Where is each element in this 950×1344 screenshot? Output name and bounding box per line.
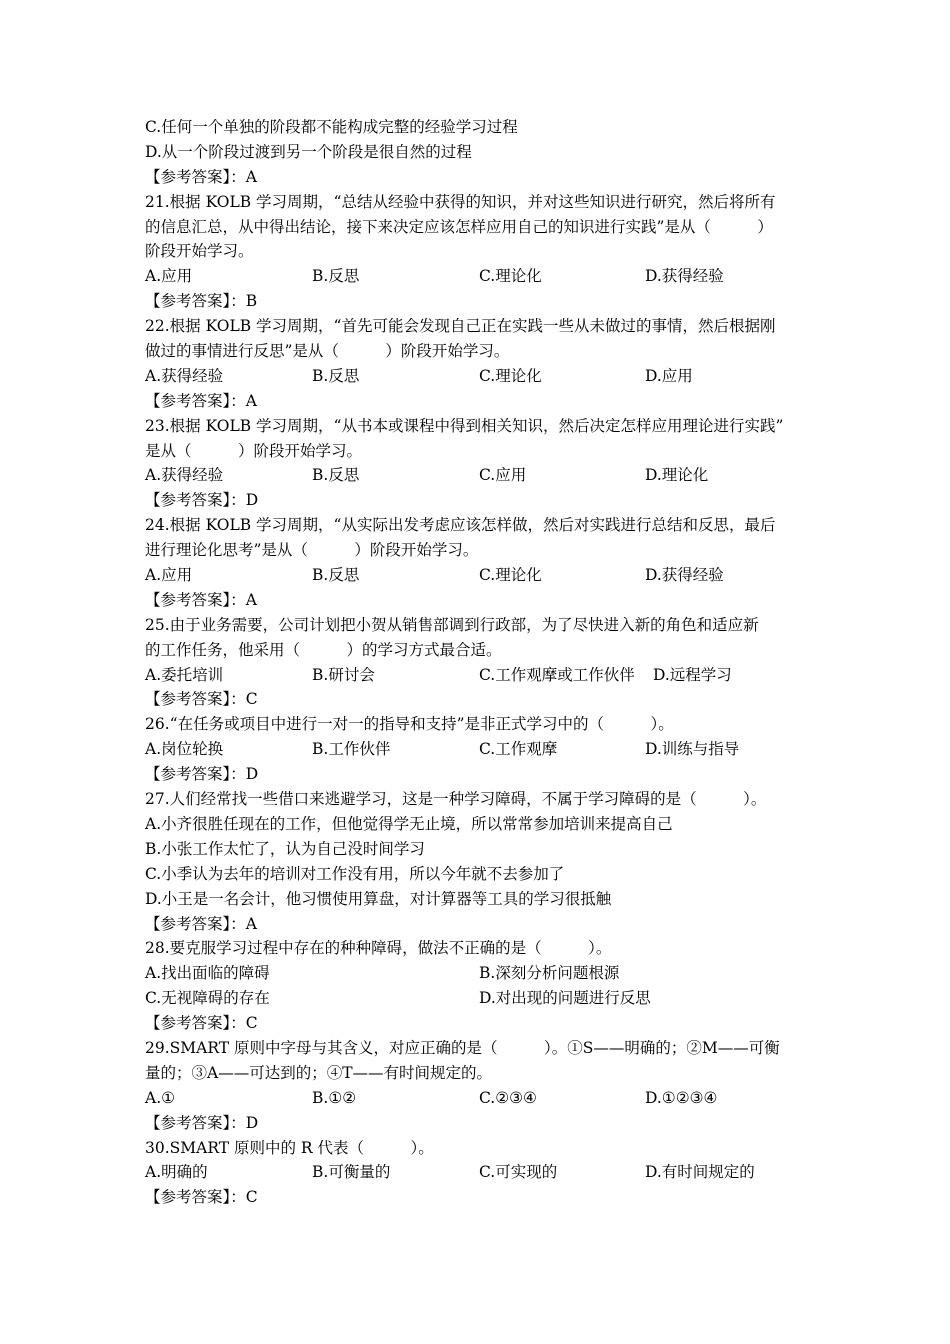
- q26-option-c: C.工作观摩: [479, 740, 558, 759]
- q23-answer: 【参考答案】：D: [145, 491, 259, 510]
- q29-option-b: B.①②: [312, 1088, 357, 1107]
- q23-stem-line2: 是从（ ）阶段开始学习。: [145, 441, 363, 460]
- q29-stem-line1: 29.SMART 原则中字母与其含义，对应正确的是（ ）。①S——明确的；②M——可衡: [145, 1038, 780, 1057]
- q27-option-a: A.小齐很胜任现在的工作，但他觉得学无止境，所以常常参加培训来提高自己: [145, 814, 673, 833]
- q27-option-d: D.小王是一名会计，他习惯使用算盘，对计算器等工具的学习很抵触: [145, 889, 612, 908]
- q26-option-a: A.岗位轮换: [145, 740, 224, 759]
- q24-options: [145, 563, 815, 588]
- document-page: [145, 115, 815, 1210]
- q28-options-row2: [145, 986, 815, 1011]
- q23-option-a: A.获得经验: [145, 466, 224, 485]
- q29-options: [145, 1086, 815, 1111]
- q30-option-a: A.明确的: [145, 1163, 208, 1182]
- q30-stem-line1: 30.SMART 原则中的 R 代表（ ）。: [145, 1138, 434, 1157]
- q25-options: [145, 663, 815, 688]
- q21-answer: 【参考答案】：B: [145, 292, 258, 311]
- q28-option-b: B.深刻分析问题根源: [479, 964, 620, 983]
- q29-stem-line2: 量的；③A——可达到的；④T——有时间规定的。: [145, 1063, 493, 1082]
- q22-options: [145, 364, 815, 389]
- q22-stem-line1: 22.根据 KOLB 学习周期，“首先可能会发现自己正在实践一些从未做过的事情，然后根据刚: [145, 317, 776, 336]
- q30-option-c: C.可实现的: [479, 1163, 558, 1182]
- q25-stem-line1: 25.由于业务需要，公司计划把小贺从销售部调到行政部，为了尽快进入新的角色和适应新: [145, 615, 759, 634]
- q28-stem-line1: 28.要克服学习过程中存在的种种障碍，做法不正确的是（ ）。: [145, 939, 612, 958]
- q28-option-a: A.找出面临的障碍: [145, 964, 270, 983]
- lead-answer: 【参考答案】：A: [145, 167, 257, 186]
- q29-option-d: D.①②③④: [645, 1088, 718, 1107]
- q29-option-c: C.②③④: [479, 1088, 537, 1107]
- q24-stem-line1: 24.根据 KOLB 学习周期，“从实际出发考虑应该怎样做，然后对实践进行总结和反思，最后: [145, 516, 776, 535]
- q24-stem-line2: 进行理论化思考”是从（ ）阶段开始学习。: [145, 541, 479, 560]
- lead-option-d: D.从一个阶段过渡到另一个阶段是很自然的过程: [145, 142, 472, 161]
- q25-option-a: A.委托培训: [145, 665, 224, 684]
- q28-option-d: D.对出现的问题进行反思: [479, 989, 651, 1008]
- q21-options: [145, 264, 815, 289]
- q21-stem-line2: 的信息汇总，从中得出结论，接下来决定应该怎样应用自己的知识进行实践”是从（ ）: [145, 217, 773, 236]
- q25-option-b: B.研讨会: [312, 665, 375, 684]
- q23-option-b: B.反思: [312, 466, 360, 485]
- q27-answer: 【参考答案】：A: [145, 914, 257, 933]
- q26-answer: 【参考答案】：D: [145, 765, 259, 784]
- q29-answer: 【参考答案】：D: [145, 1113, 259, 1132]
- q28-options-row1: [145, 961, 815, 986]
- q25-answer: 【参考答案】：C: [145, 690, 258, 709]
- q21-option-d: D.获得经验: [645, 267, 724, 286]
- q21-option-b: B.反思: [312, 267, 360, 286]
- q29-option-a: A.①: [145, 1088, 176, 1107]
- q23-option-c: C.应用: [479, 466, 527, 485]
- q22-option-c: C.理论化: [479, 366, 542, 385]
- q30-answer: 【参考答案】：C: [145, 1188, 258, 1207]
- q22-option-d: D.应用: [645, 366, 693, 385]
- q22-option-a: A.获得经验: [145, 366, 224, 385]
- q22-answer: 【参考答案】：A: [145, 391, 257, 410]
- q24-option-a: A.应用: [145, 566, 193, 585]
- q21-stem-line3: 阶段开始学习。: [145, 242, 254, 261]
- q30-option-b: B.可衡量的: [312, 1163, 391, 1182]
- q21-option-c: C.理论化: [479, 267, 542, 286]
- q24-answer: 【参考答案】：A: [145, 590, 257, 609]
- q23-option-d: D.理论化: [645, 466, 709, 485]
- q26-option-b: B.工作伙伴: [312, 740, 391, 759]
- q24-option-d: D.获得经验: [645, 566, 724, 585]
- q21-option-a: A.应用: [145, 267, 193, 286]
- q27-option-b: B.小张工作太忙了，认为自己没时间学习: [145, 839, 425, 858]
- q22-option-b: B.反思: [312, 366, 360, 385]
- q25-stem-line2: 的工作任务，他采用（ ）的学习方式最合适。: [145, 640, 502, 659]
- q26-stem-line1: 26.“在任务或项目中进行一对一的指导和支持”是非正式学习中的（ ）。: [145, 715, 674, 734]
- q26-option-d: D.训练与指导: [645, 740, 740, 759]
- q23-options: [145, 463, 815, 488]
- q23-stem-line1: 23.根据 KOLB 学习周期，“从书本或课程中得到相关知识，然后决定怎样应用理论进行实践”: [145, 416, 784, 435]
- q21-stem-line1: 21.根据 KOLB 学习周期，“总结从经验中获得的知识，并对这些知识进行研究，然后将所有: [145, 192, 776, 211]
- q26-options: [145, 737, 815, 762]
- lead-option-c: C.任何一个单独的阶段都不能构成完整的经验学习过程: [145, 118, 518, 136]
- q22-stem-line2: 做过的事情进行反思”是从（ ）阶段开始学习。: [145, 342, 510, 361]
- q25-option-d: D.远程学习: [653, 665, 732, 684]
- q24-option-b: B.反思: [312, 566, 360, 585]
- q24-option-c: C.理论化: [479, 566, 542, 585]
- q25-option-c: C.工作观摩或工作伙伴: [479, 665, 635, 684]
- q28-answer: 【参考答案】：C: [145, 1014, 258, 1033]
- q27-stem-line1: 27.人们经常找一些借口来逃避学习，这是一种学习障碍，不属于学习障碍的是（ ）。: [145, 790, 767, 809]
- q30-options: [145, 1160, 815, 1185]
- q28-option-c: C.无视障碍的存在: [145, 989, 270, 1008]
- q30-option-d: D.有时间规定的: [645, 1163, 755, 1182]
- q27-option-c: C.小季认为去年的培训对工作没有用，所以今年就不去参加了: [145, 864, 565, 883]
